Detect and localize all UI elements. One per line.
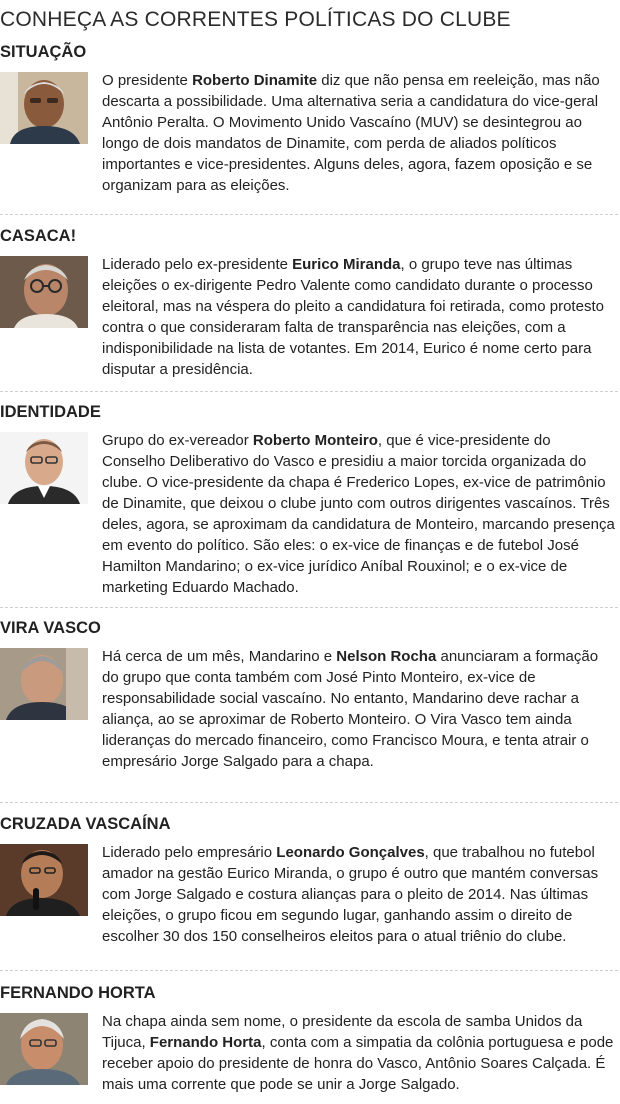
body-text-before: Na chapa ainda sem nome, o presidente da escola de samba Unidos da Tijuca,	[102, 1013, 583, 1051]
section-heading: CRUZADA VASCAÍNA	[0, 815, 171, 833]
section-body	[102, 430, 618, 598]
portrait-photo	[0, 648, 88, 720]
section-body	[102, 254, 618, 380]
body-text-after: diz que não pensa em reeleição, mas não descarta a possibilidade. Uma alternativa seria a candidatura do vice-geral Antônio Peralta. O Movimento Unido Vascaíno (MUV) se desintegrou ao longo de dois mandatos de Dinamite, com perda de aliados políticos importantes e vice-presidentes. Alguns deles, agora, fazem oposição e se organizam para as eleições.	[102, 72, 600, 194]
section-divider	[0, 391, 618, 392]
portrait-photo	[0, 844, 88, 916]
person-name: Roberto Dinamite	[192, 72, 318, 89]
section-situacao	[0, 42, 618, 202]
section-divider	[0, 802, 618, 803]
body-text-before: O presidente	[102, 72, 193, 89]
section-body	[102, 70, 618, 196]
portrait-illustration	[0, 72, 88, 144]
section-fernando-horta	[0, 983, 618, 1104]
section-identidade	[0, 402, 618, 602]
portrait-illustration	[0, 648, 88, 720]
body-text-before: Há cerca de um mês, Mandarino e	[102, 648, 337, 665]
portrait-illustration	[0, 844, 88, 916]
body-text-after: , conta com a simpatia da colônia portuguesa e pode receber apoio do presidente de honra do Vasco, Antônio Soares Calçada. É mais uma corrente que pode se unir a Jorge Salgado.	[102, 1034, 614, 1093]
person-name: Roberto Monteiro	[252, 432, 378, 449]
section-divider	[0, 214, 618, 215]
section-heading: IDENTIDADE	[0, 403, 101, 421]
section-body	[102, 646, 618, 772]
section-heading: VIRA VASCO	[0, 619, 101, 637]
person-name: Eurico Miranda	[292, 256, 401, 273]
person-name: Nelson Rocha	[336, 648, 437, 665]
body-text-before: Grupo do ex-vereador	[102, 432, 253, 449]
body-text-after: anunciaram a formação do grupo que conta também com José Pinto Monteiro, ex-vice de responsabilidade social vascaíno. No entanto, Mandarino deve rachar a aliança, ao se aproximar de Roberto Monteiro. O Vira Vasco tem ainda lideranças do mercado financeiro, como Francisco Moura, e tenta atrair o empresário Jorge Salgado para a chapa.	[102, 648, 599, 770]
body-text-after: , que é vice-presidente do Conselho Deliberativo do Vasco e presidiu a maior torcida organizada do clube. O vice-presidente da chapa é Frederico Lopes, ex-vice de patrimônio de Dinamite, que deixou o clube junto com outros dirigentes vascaínos. Três deles, agora, se aproximam da candidatura de Monteiro, marcando presença em evento do político. São eles: o ex-vice de finanças e de futebol José Hamilton Mandarino; o ex-vice jurídico Aníbal Rouxinol; e o ex-vice de marketing Eduardo Machado.	[102, 432, 615, 596]
body-text-before: Liderado pelo ex-presidente	[102, 256, 293, 273]
section-body	[102, 842, 618, 947]
section-divider	[0, 970, 618, 971]
portrait-illustration	[0, 256, 88, 328]
section-cruzada-vascaina	[0, 814, 618, 964]
section-heading: CASACA!	[0, 227, 77, 245]
section-body	[102, 1011, 618, 1095]
portrait-photo	[0, 432, 88, 504]
portrait-illustration	[0, 1013, 88, 1085]
body-text-before: Liderado pelo empresário	[102, 844, 277, 861]
portrait-photo	[0, 1013, 88, 1085]
body-text-after: , que trabalhou no futebol amador na gestão Eurico Miranda, o grupo é outro que mantém conversas com Jorge Salgado e costura alianças para o pleito de 2014. Nas últimas eleições, o grupo ficou em segundo lugar, ganhando assim o direito de escolher 30 dos 150 conselheiros eleitos para o atual triênio do clube.	[102, 844, 599, 945]
section-divider	[0, 607, 618, 608]
body-text-after: , o grupo teve nas últimas eleições o ex-dirigente Pedro Valente como candidato durante o processo eleitoral, mas na véspera do pleito a candidatura foi retirada, como protesto contra o que consideraram falta de transparência nas eleições, com a indisponibilidade na lista de votantes. Em 2014, Eurico é nome certo para disputar a presidência.	[102, 256, 604, 378]
section-heading: FERNANDO HORTA	[0, 984, 156, 1002]
person-name: Leonardo Gonçalves	[276, 844, 425, 861]
section-vira-vasco	[0, 618, 618, 788]
page-title: CONHEÇA AS CORRENTES POLÍTICAS DO CLUBE	[0, 8, 511, 31]
portrait-photo	[0, 256, 88, 328]
section-casaca	[0, 226, 618, 386]
portrait-photo	[0, 72, 88, 144]
section-heading: SITUAÇÃO	[0, 43, 87, 61]
portrait-illustration	[0, 432, 88, 504]
person-name: Fernando Horta	[149, 1034, 262, 1051]
